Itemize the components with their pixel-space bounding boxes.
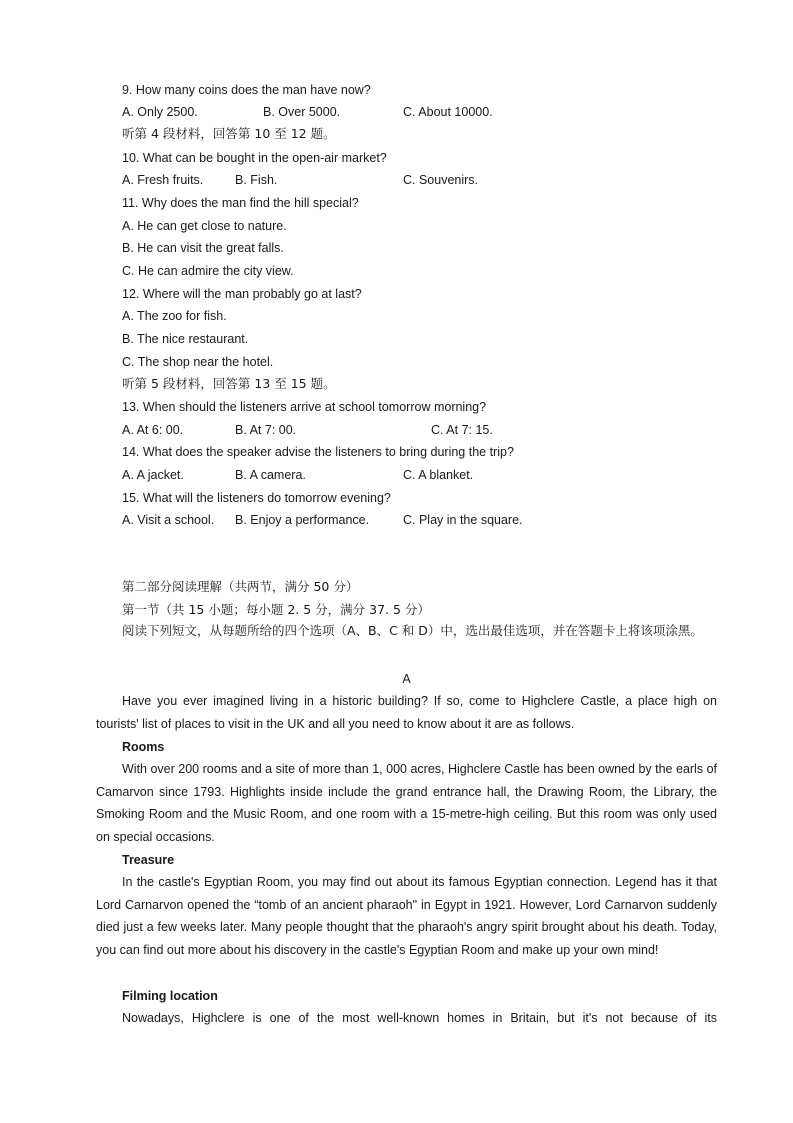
section-5-instruction: 听第 5 段材料，回答第 13 至 15 题。 bbox=[122, 376, 336, 391]
q13-option-b: B. At 7: 00. bbox=[235, 423, 297, 437]
q11-option-a: A. He can get close to nature. bbox=[122, 219, 287, 233]
q12-option-b: B. The nice restaurant. bbox=[122, 332, 249, 346]
question-10: 10. What can be bought in the open-air market? bbox=[122, 151, 387, 165]
question-14: 14. What does the speaker advise the listeners to bring during the trip? bbox=[122, 445, 514, 459]
q10-option-c: C. Souvenirs. bbox=[403, 173, 479, 187]
q15-option-a: A. Visit a school. bbox=[122, 513, 215, 527]
passage-letter: A bbox=[402, 672, 411, 686]
q12-option-a: A. The zoo for fish. bbox=[122, 309, 227, 323]
q15-option-c: C. Play in the square. bbox=[403, 513, 523, 527]
q9-option-a: A. Only 2500. bbox=[122, 105, 198, 119]
section-4-instruction: 听第 4 段材料，回答第 10 至 12 题。 bbox=[122, 126, 336, 141]
reading-instruction: 阅读下列短文，从每题所给的四个选项（A、B、C 和 D）中，选出最佳选项，并在答题卡上将该项涂黑。 bbox=[122, 623, 703, 638]
question-11: 11. Why does the man find the hill special? bbox=[122, 196, 359, 210]
passage-intro: Have you ever imagined living in a historic building? If so, come to Highclere Castle, a place high on tourists' list of places to visit in the UK and all you need to know about it are as follows. bbox=[96, 694, 717, 731]
q14-option-a: A. A jacket. bbox=[122, 468, 184, 482]
q9-option-c: C. About 10000. bbox=[403, 105, 493, 119]
q10-option-a: A. Fresh fruits. bbox=[122, 173, 204, 187]
question-9: 9. How many coins does the man have now? bbox=[122, 83, 371, 97]
question-13: 13. When should the listeners arrive at school tomorrow morning? bbox=[122, 400, 487, 414]
q10-option-b: B. Fish. bbox=[235, 173, 278, 187]
q15-option-b: B. Enjoy a performance. bbox=[235, 513, 370, 527]
question-15: 15. What will the listeners do tomorrow evening? bbox=[122, 491, 391, 505]
q14-option-b: B. A camera. bbox=[235, 468, 306, 482]
q13-option-c: C. At 7: 15. bbox=[431, 423, 493, 437]
q13-option-a: A. At 6: 00. bbox=[122, 423, 184, 437]
filming-heading: Filming location bbox=[122, 989, 218, 1003]
filming-paragraph: Nowadays, Highclere is one of the most well-known homes in Britain, but it's not because of its bbox=[122, 1011, 717, 1025]
q11-option-c: C. He can admire the city view. bbox=[122, 264, 294, 278]
treasure-heading: Treasure bbox=[122, 853, 175, 867]
q12-option-c: C. The shop near the hotel. bbox=[122, 355, 274, 369]
reading-section-title: 第一节（共 15 小题；每小题 2. 5 分，满分 37. 5 分） bbox=[122, 602, 430, 617]
q9-option-b: B. Over 5000. bbox=[263, 105, 341, 119]
q14-option-c: C. A blanket. bbox=[403, 468, 474, 482]
rooms-heading: Rooms bbox=[122, 740, 165, 754]
q11-option-b: B. He can visit the great falls. bbox=[122, 241, 284, 255]
treasure-paragraph: In the castle's Egyptian Room, you may find out about its famous Egyptian connection. Legend has it that Lord Carnarvon opened the “tomb of an ancient pharaoh" in Egypt in 1921. However, Lord Carnarvon suddenly died just a few weeks later. Many people thought that the pharaoh's angry spirit brought about his death. Today, you can find out more about his discovery in the castle's Egyptian Room and make up your own mind! bbox=[96, 875, 717, 957]
question-12: 12. Where will the man probably go at last? bbox=[122, 287, 362, 301]
reading-part-title: 第二部分阅读理解（共两节，满分 50 分） bbox=[122, 579, 359, 594]
rooms-paragraph: With over 200 rooms and a site of more than 1, 000 acres, Highclere Castle has been owned by the earls of Camarvon since 1793. Highlights inside include the grand entrance hall, the Drawing Room, the Library, the Smoking Room and the Music Room, and one room with a 15-metre-high ceiling. But this room was only used on special occasions. bbox=[96, 762, 717, 844]
